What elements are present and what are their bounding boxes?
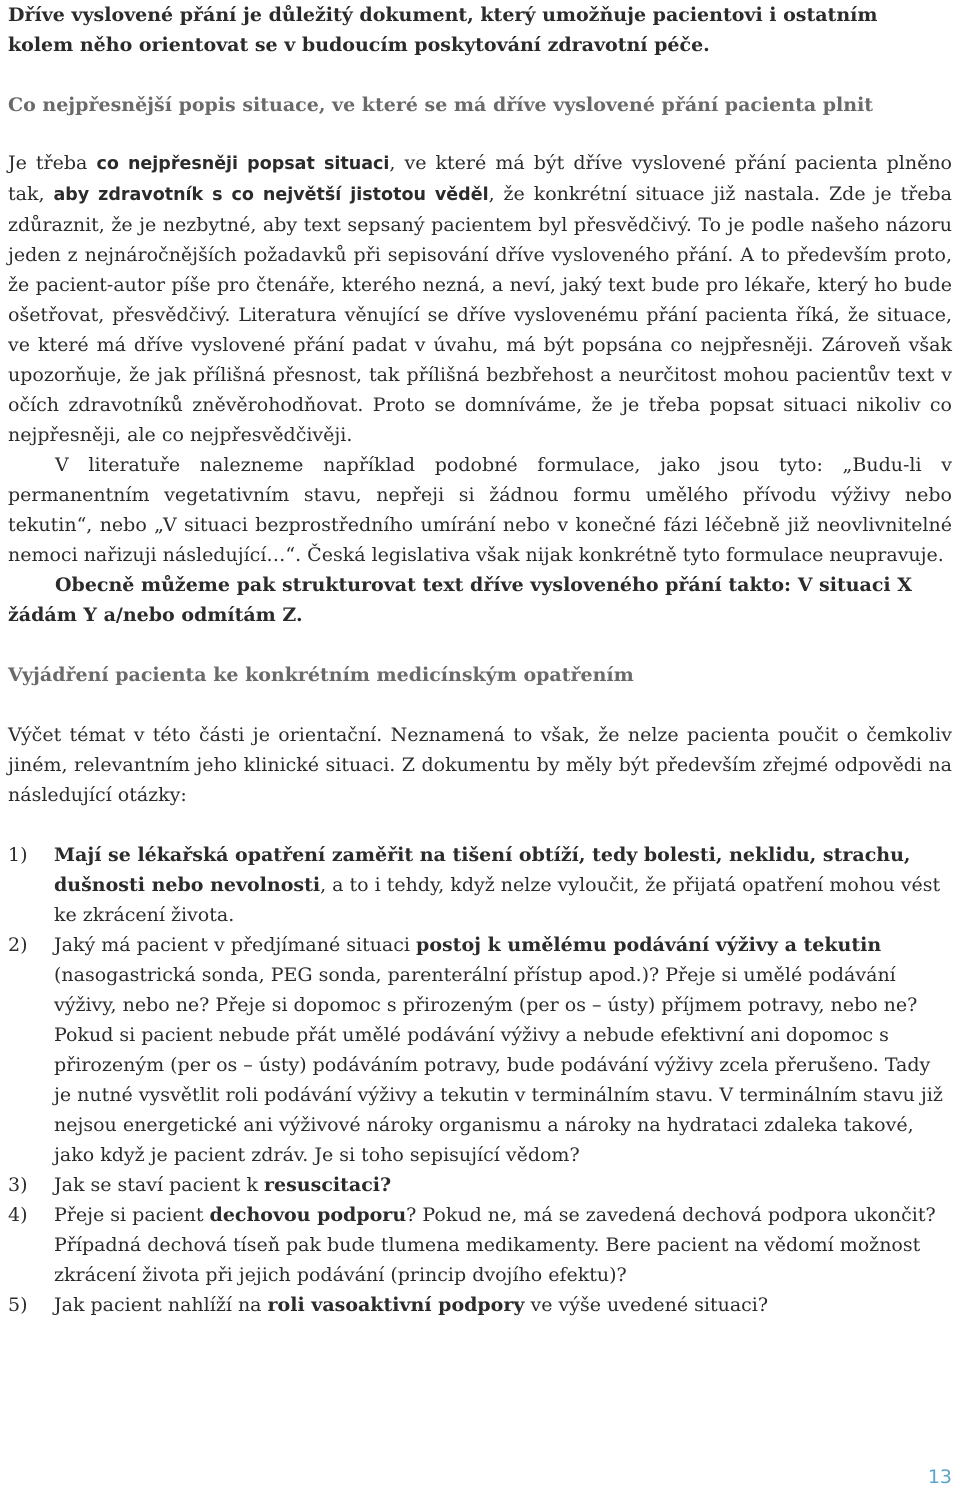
intro-line-2: kolem něho orientovat se v budoucím poskytování zdravotní péče. (8, 34, 710, 56)
section1-summary: Obecně můžeme pak strukturovat text dříve vysloveného přání takto: V situaci X žádám Y a/nebo odmítám Z. (8, 574, 913, 626)
section-heading-2: Vyjádření pacienta ke konkrétním medicínským opatřením (8, 664, 634, 686)
intro-paragraph (8, 0, 952, 60)
page-number: 13 (927, 1466, 952, 1488)
section-heading-1: Co nejpřesnější popis situace, ve které se má dříve vyslovené přání pacienta plnit (8, 94, 874, 116)
section2-intro: Výčet témat v této části je orientační. Neznamená to však, že nelze pacienta poučit o čemkoliv jiném, relevantním jeho klinické situaci. Z dokumentu by měly být především zřejmé odpovědi na následující otázky: (8, 724, 952, 806)
section1-paragraph-2: V literatuře nalezneme například podobné formulace, jako jsou tyto: „Budu-li v permanentním vegetativním stavu, nepřeji si žádnou formu umělého přívodu výživy nebo tekutin“, nebo „V situaci bezprostředního umírání nebo v konečné fázi léčebně již neovlivnitelné nemoci nařizuji následující…“. Česká legislativa však nijak konkrétně tyto formulace neupravuje. (8, 454, 952, 566)
document-page (8, 0, 952, 1320)
intro-line-1: Dříve vyslovené přání je důležitý dokument, který umožňuje pacientovi i ostatním (8, 4, 878, 26)
list-item: 5) Jak pacient nahlíží na roli vasoaktivní podpory ve výše uvedené situaci? (8, 1294, 769, 1316)
list-item: 1) Mají se lékařská opatření zaměřit na tišení obtíží, tedy bolesti, neklidu, strachu, dušnosti nebo nevolnosti, a to i tehdy, když nelze vyloučit, že přijatá opatření mohou vést ke zkrácení života. (8, 844, 941, 926)
list-item: 4) Přeje si pacient dechovou podporu? Pokud ne, má se zavedená dechová podpora ukončit? Případná dechová tíseň pak bude tlumena medikamenty. Bere pacient na vědomí možnost zkrácení života při jejich podávání (princip dvojího efektu)? (8, 1204, 936, 1286)
section1-paragraph-1: Je třeba co nejpřesněji popsat situaci, ve které má být dříve vyslovené přání pacienta plněno tak, aby zdravotník s co největší jistotou věděl, že konkrétní situace již nastala. Zde je třeba zdůraznit, že je nezbytné, aby text sepsaný pacientem byl přesvědčivý. To je podle našeho názoru jeden z nejnáročnějších požadavků při sepisování dříve vysloveného přání. A to především proto, že pacient-autor píše pro čtenáře, kterého nezná, a neví, jaký text bude pro lékaře, který ho bude ošetřovat, přesvědčivý. Literatura věnující se dříve vyslovenému přání pacienta říká, že situace, ve které má dříve vyslovené přání padat v úvahu, má být popsána co nejpřesněji. Zároveň však upozorňuje, že jak přílišná přesnost, tak přílišná bezbřehost a neurčitost mohou pacientův text v očích zdravotníků zněvěrohodňovat. Proto se domníváme, že je třeba popsat situaci nikoliv co nejpřesněji, ale co nejpřesvědčivěji. (8, 152, 952, 446)
question-list (8, 840, 952, 1320)
list-item: 3) Jak se staví pacient k resuscitaci? (8, 1174, 392, 1196)
list-item: 2) Jaký má pacient v předjímané situaci postoj k umělému podávání výživy a tekutin (nasogastrická sonda, PEG sonda, parenterální přístup apod.)? Přeje si umělé podávání výživy, nebo ne? Přeje si dopomoc s přirozeným (per os – ústy) příjmem potravy, nebo ne? Pokud si pacient nebude přát umělé podávání výživy a nebude efektivní ani dopomoc s přirozeným (per os – ústy) podáváním potravy, bude podávání výživy zcela přerušeno. Tady je nutné vysvětlit roli podávání výživy a tekutin v terminálním stavu. V terminálním stavu již nejsou energetické ani výživové nároky organismu a nároky na hydrataci zdaleka takové, jako když je pacient zdráv. Je si toho sepisující vědom? (8, 934, 943, 1166)
